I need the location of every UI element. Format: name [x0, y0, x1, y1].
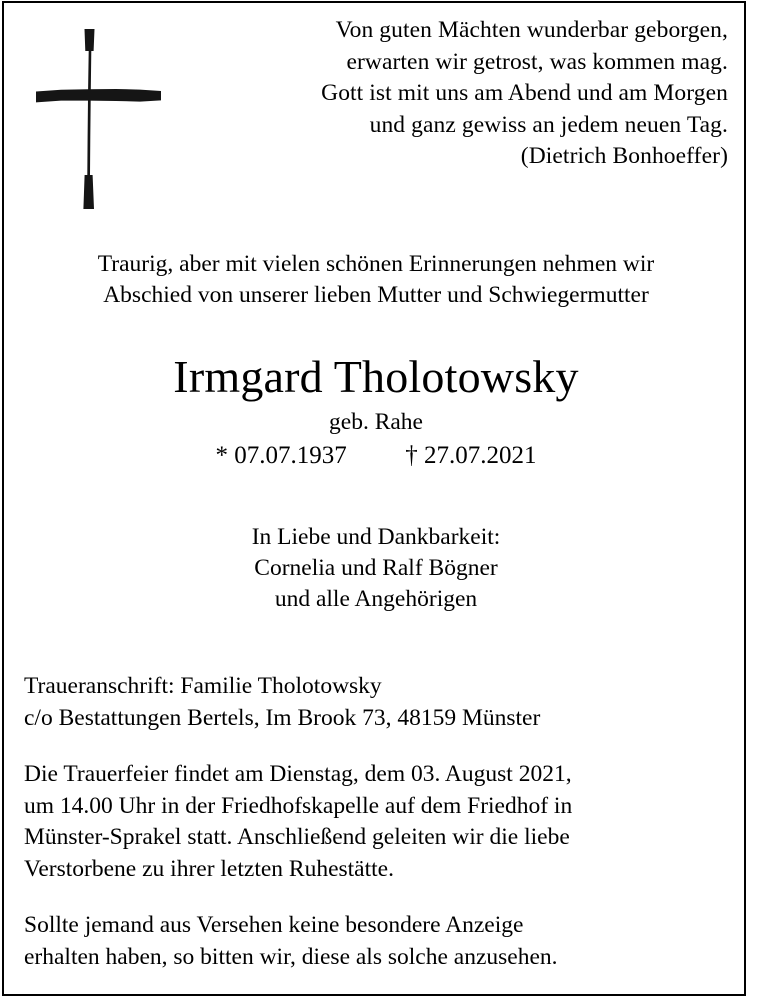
ceremony-line-4: Verstorbene zu ihrer letzten Ruhestätte. [24, 855, 394, 882]
verse-line-2: erwarten wir getrost, was kommen mag. [346, 48, 728, 75]
farewell-message [24, 249, 728, 311]
maiden-name: geb. Rahe [329, 409, 423, 435]
death-dagger-icon: † [405, 442, 418, 469]
farewell-line-2: Abschied von unserer lieben Mutter und Schwiegermutter [103, 282, 649, 308]
mourning-address [24, 671, 728, 734]
memorial-verse [168, 15, 728, 173]
apology-line-1: Sollte jemand aus Versehen keine besondere Anzeige [24, 912, 524, 938]
survivor-line-1: Cornelia und Ralf Bögner [254, 555, 498, 581]
christian-cross-icon [28, 17, 168, 217]
address-line-2: c/o Bestattungen Bertels, Im Brook 73, 48159 Münster [24, 704, 541, 731]
verse-line-1: Von guten Mächten wunderbar geborgen, [335, 17, 728, 43]
deceased-name: Irmgard Tholotowsky [173, 351, 579, 402]
death-date: 27.07.2021 [424, 442, 537, 469]
gratitude-heading: In Liebe und Dankbarkeit: [251, 524, 501, 550]
details-block [24, 671, 728, 973]
birth-star-icon: * [215, 442, 228, 469]
verse-line-4: und ganz gewiss an jedem neuen Tag. [369, 111, 728, 138]
obituary-notice [2, 1, 746, 996]
verse-line-3: Gott ist mit uns am Abend und am Morgen [321, 80, 728, 106]
deceased-block [24, 351, 728, 472]
birth-date: 07.07.1937 [234, 442, 347, 469]
header-area [24, 3, 728, 225]
apology-line-2: erhalten haben, so bitten wir, diese als solche anzusehen. [24, 943, 558, 970]
address-line-1: Traueranschrift: Familie Tholotowsky [24, 673, 382, 699]
notice-inner [4, 3, 744, 994]
farewell-line-1: Traurig, aber mit vielen schönen Erinnerungen nehmen wir [97, 251, 655, 277]
ceremony-info [24, 759, 728, 885]
apology-note [24, 910, 728, 973]
life-dates [24, 440, 728, 472]
survivors-block [24, 522, 728, 615]
verse-attribution: (Dietrich Bonhoeffer) [520, 143, 728, 169]
ceremony-line-2: um 14.00 Uhr in der Friedhofskapelle auf dem Friedhof in [24, 792, 573, 819]
survivor-line-2: und alle Angehörigen [274, 586, 478, 612]
ceremony-line-1: Die Trauerfeier findet am Dienstag, dem 03. August 2021, [24, 761, 572, 787]
ceremony-line-3: Münster-Sprakel statt. Anschließend geleiten wir die liebe [24, 824, 570, 850]
